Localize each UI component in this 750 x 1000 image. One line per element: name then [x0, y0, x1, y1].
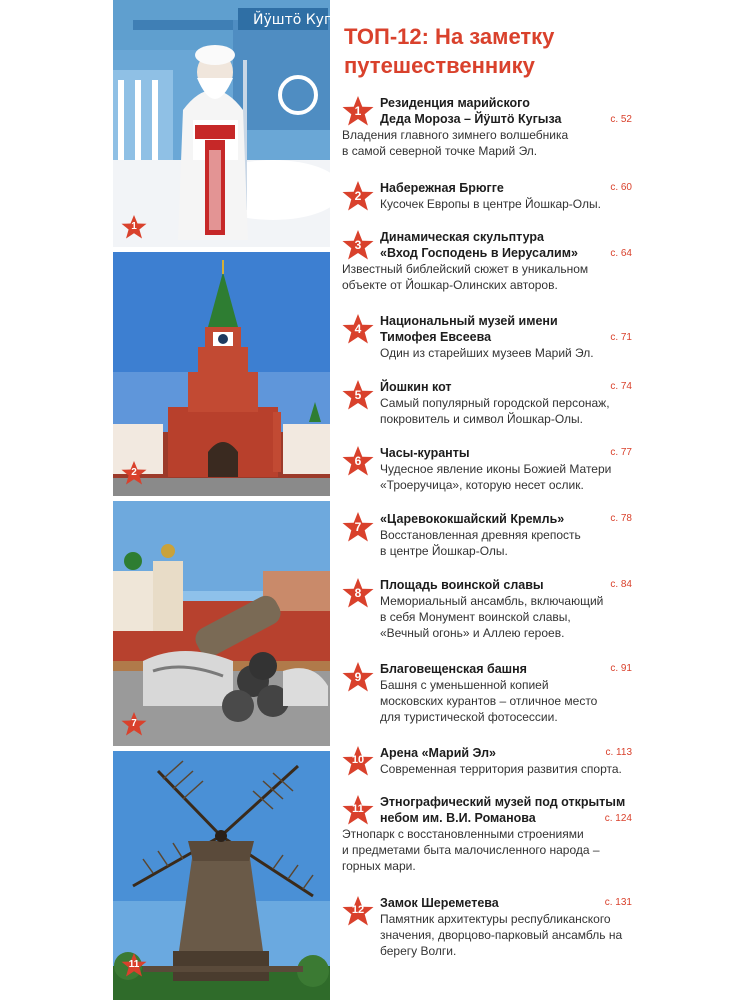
photo-tower	[113, 252, 330, 496]
star-number-badge: 9	[342, 661, 374, 693]
list-item	[342, 661, 642, 725]
item-description: Восстановленная древняя крепость в центре Йошкар-Олы.	[380, 528, 581, 558]
title-line: ТОП-12: На заметку	[344, 24, 555, 49]
page-ref: с. 52	[610, 114, 632, 125]
photo-badge: 1	[121, 214, 147, 240]
star-number-badge: 2	[342, 180, 374, 212]
item-description: Мемориальный ансамбль, включающий в себя Монумент воинской славы, «Вечный огонь» и Аллею героев.	[380, 594, 604, 640]
star-number-badge: 1	[342, 95, 374, 127]
photo-badge: 7	[121, 711, 147, 737]
item-description: Самый популярный городской персонаж, покровитель и символ Йошкар-Олы.	[380, 396, 610, 426]
list-item	[342, 229, 642, 293]
page-ref: с. 71	[610, 332, 632, 343]
list-item	[342, 445, 642, 493]
star-number-badge: 12	[342, 895, 374, 927]
item-name: Часы-куранты	[380, 446, 470, 460]
title-line: путешественнику	[344, 53, 535, 78]
page-ref: с. 91	[610, 663, 632, 674]
list-item	[342, 577, 642, 641]
item-name: Этнографический музей под открытым небом им. В.И. Романова	[380, 795, 626, 825]
list-item	[342, 745, 642, 777]
item-description: Один из старейших музеев Марий Эл.	[380, 346, 594, 360]
item-description: Этнопарк с восстановленными строениями и предметами быта малочисленного народа – горных мари.	[342, 827, 600, 873]
item-name: Замок Шереметева	[380, 896, 499, 910]
item-description: Владения главного зимнего волшебника в самой северной точке Марий Эл.	[342, 128, 569, 158]
page-ref: с. 131	[604, 897, 632, 908]
page-ref: с. 77	[610, 447, 632, 458]
photo-kremlin	[113, 501, 330, 746]
item-name: Национальный музей имени Тимофея Евсеева	[380, 314, 558, 344]
item-description: Кусочек Европы в центре Йошкар-Олы.	[380, 197, 601, 211]
star-number-badge: 11	[342, 794, 374, 826]
item-description: Известный библейский сюжет в уникальном объекте от Йошкар-Олинских авторов.	[342, 262, 589, 292]
item-description: Чудесное явление иконы Божией Матери «Троеручица», которую несет ослик.	[380, 462, 612, 492]
item-name: Резиденция марийского Деда Мороза – Йӱштӧ Кугыза	[380, 96, 562, 126]
item-name: Набережная Брюгге	[380, 181, 504, 195]
list-item	[342, 379, 642, 427]
photo-ded-moroz	[113, 0, 359, 247]
list-item	[342, 95, 642, 159]
photo-badge: 2	[121, 460, 147, 486]
item-description: Памятник архитектуры республиканского значения, дворцово-парковый ансамбль на берегу Волги.	[380, 912, 623, 958]
star-number-badge: 5	[342, 379, 374, 411]
page-ref: с. 78	[610, 513, 632, 524]
page-title	[344, 22, 644, 80]
item-description: Современная территория развития спорта.	[380, 762, 622, 776]
item-name: Йошкин кот	[380, 380, 452, 394]
photo-windmill	[113, 751, 330, 1000]
list-item	[342, 180, 642, 212]
list-item	[342, 313, 642, 361]
page-ref: с. 113	[605, 747, 632, 758]
item-name: Благовещенская башня	[380, 662, 527, 676]
page-ref: с. 84	[610, 579, 632, 590]
photo-badge: 11	[121, 952, 147, 978]
list-item	[342, 895, 642, 959]
star-number-badge: 4	[342, 313, 374, 345]
item-name: Динамическая скульптура «Вход Господень в Иерусалим»	[380, 230, 578, 260]
list-item	[342, 794, 642, 874]
page-ref: с. 60	[610, 182, 632, 193]
star-number-badge: 10	[342, 745, 374, 777]
gate-sign: Йӱштӧ Кугыза	[253, 12, 359, 28]
item-name: «Царевококшайский Кремль»	[380, 512, 565, 526]
item-description: Башня с уменьшенной копией московских курантов – отличное место для туристической фотосессии.	[380, 678, 598, 724]
item-name: Площадь воинской славы	[380, 578, 544, 592]
star-number-badge: 7	[342, 511, 374, 543]
page-ref: с. 124	[604, 813, 632, 824]
item-name: Арена «Марий Эл»	[380, 746, 497, 760]
page-ref: с. 74	[610, 381, 632, 392]
star-number-badge: 6	[342, 445, 374, 477]
star-number-badge: 8	[342, 577, 374, 609]
page-ref: с. 64	[610, 248, 632, 259]
list-item	[342, 511, 642, 559]
star-number-badge: 3	[342, 229, 374, 261]
